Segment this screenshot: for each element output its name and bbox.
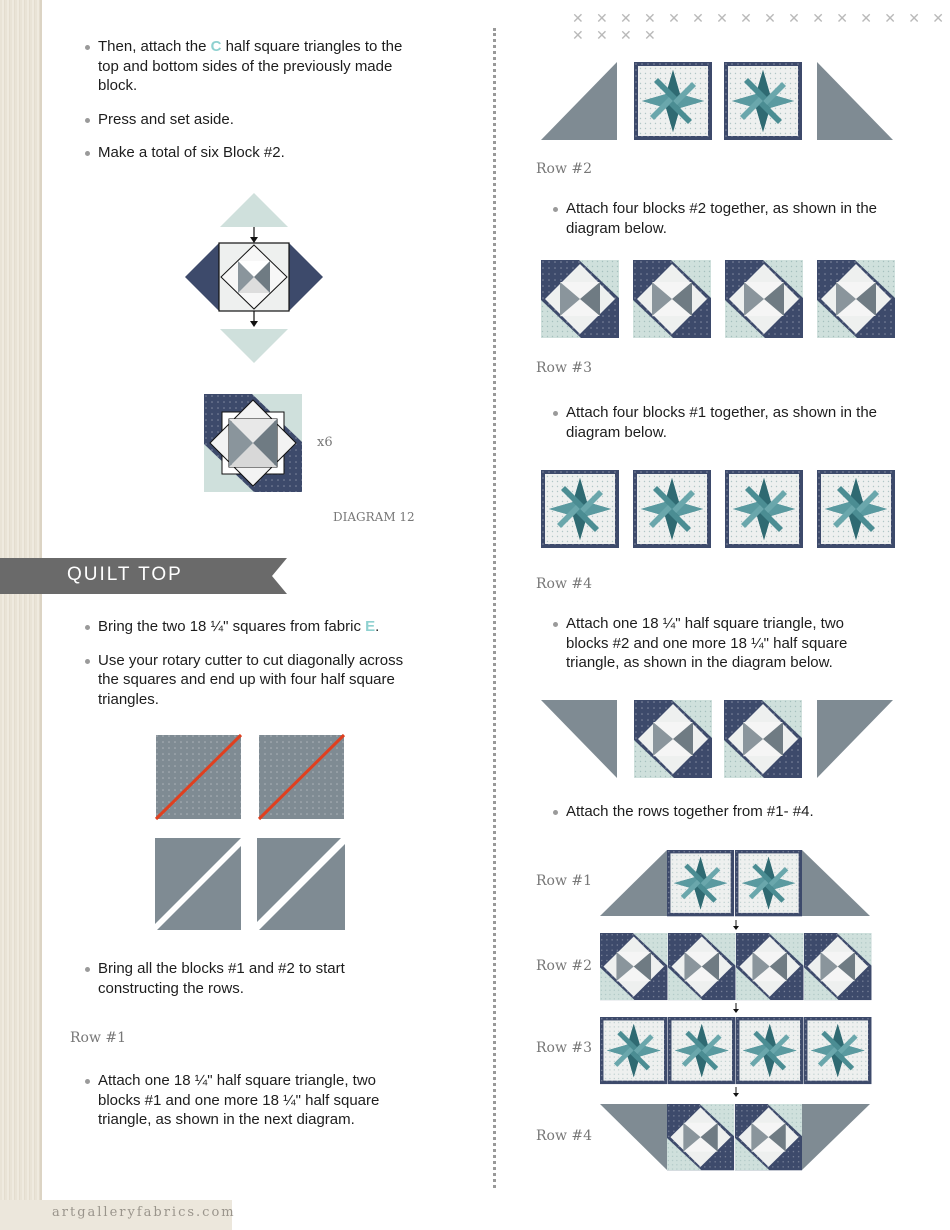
border-edge: [40, 0, 42, 1230]
step-row4: Attach one 18 ¼" half square triangle, two blocks #2 and one more 18 ¼" half square triangle, as shown in the diagram below.: [554, 614, 884, 673]
row2-steps: [554, 199, 884, 252]
row1-diagram: [541, 62, 897, 142]
step-join-rows: Attach the rows together from #1- #4.: [554, 802, 884, 822]
row4-label: Row #4: [536, 576, 593, 592]
row4-diagram: [541, 700, 897, 780]
assembly-row3-label: Row #3: [536, 1040, 593, 1056]
assembly-diagram: [600, 850, 872, 1174]
row2-diagram: [541, 260, 897, 340]
step-bring-blocks: Bring all the blocks #1 and #2 to start constructing the rows.: [86, 959, 421, 998]
step-press: Press and set aside.: [86, 110, 416, 130]
step-row3: Attach four blocks #1 together, as shown in the diagram below.: [554, 403, 884, 442]
multiplier-label: x6: [317, 435, 333, 450]
row1-steps: [86, 1071, 421, 1144]
assembly-row4-label: Row #4: [536, 1128, 593, 1144]
step-bring-squares: Bring the two 18 ¼" squares from fabric E.: [86, 617, 421, 637]
block2-exploded-diagram: [183, 193, 325, 365]
section-title: QUILT TOP: [67, 564, 183, 585]
quilt-steps-a: [86, 617, 421, 723]
row3-label: Row #3: [536, 360, 593, 376]
cut-squares-diagram: [155, 734, 347, 932]
footer-site: artgalleryfabrics.com: [52, 1205, 236, 1220]
row1-label: Row #1: [70, 1030, 127, 1046]
row3-steps: [554, 403, 884, 456]
row4-steps: [554, 614, 884, 687]
rows-steps: [554, 802, 884, 836]
block2-steps: [86, 37, 416, 177]
step-make-six: Make a total of six Block #2.: [86, 143, 416, 163]
column-divider: [493, 28, 496, 1188]
row3-diagram: [541, 470, 897, 550]
linen-border: [0, 0, 40, 1230]
assembly-row2-label: Row #2: [536, 958, 593, 974]
diagram-caption: DIAGRAM 12: [333, 510, 415, 524]
row2-label: Row #2: [536, 161, 593, 177]
quilt-steps-b: [86, 959, 421, 1012]
finished-block2: [204, 394, 302, 492]
step-cut-diagonal: Use your rotary cutter to cut diagonally across the squares and end up with four half square triangles.: [86, 651, 421, 710]
step-row2: Attach four blocks #2 together, as shown in the diagram below.: [554, 199, 884, 238]
step-attach-c: Then, attach the C half square triangles to the top and bottom sides of the previously made block.: [86, 37, 416, 96]
step-row1: Attach one 18 ¼" half square triangle, two blocks #1 and one more 18 ¼" half square triangle, as shown in the next diagram.: [86, 1071, 421, 1130]
assembly-row1-label: Row #1: [536, 873, 593, 889]
decor-crosses: ✕ ✕ ✕ ✕ ✕ ✕ ✕ ✕ ✕ ✕ ✕ ✕ ✕ ✕ ✕ ✕ ✕ ✕ ✕ ✕: [572, 10, 949, 43]
